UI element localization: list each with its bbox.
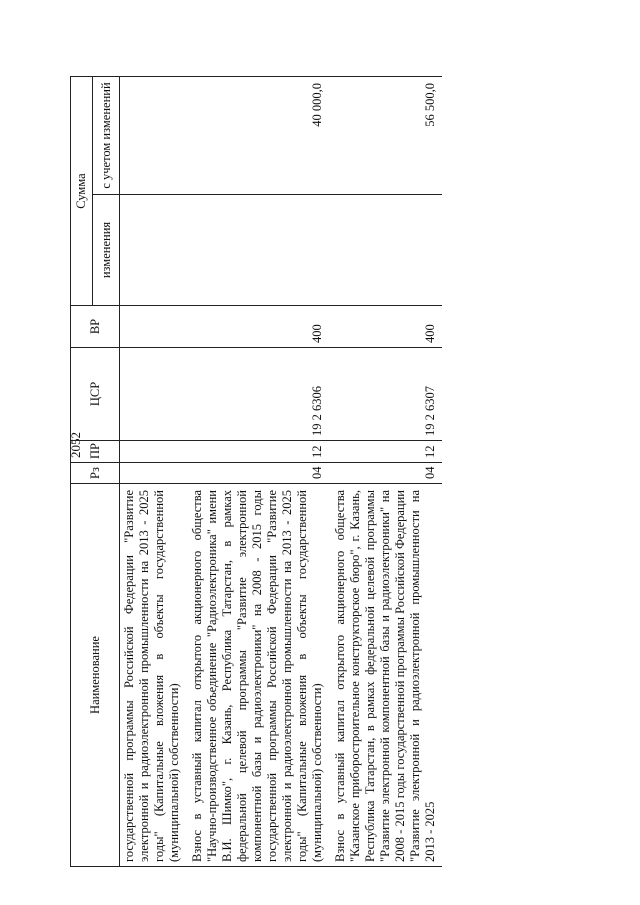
- row-name: Взнос в уставный капитал открытого акционерного общества "Казанское приборостроительное конструкторское бюро", г. Казань, Республика Татарстан, в рамках федеральной целевой программы "Развитие электронной компонентной базы и радиоэлектроники" на 2008 - 2015 годы государственной программы Российской Федерации "Развитие электронной и радиоэлектронной промышленности на 2013 - 2025: [329, 484, 442, 867]
- header-izmeneniya: изменения: [93, 195, 120, 306]
- row-s-uchetom: [120, 77, 187, 195]
- row-pr: 12: [329, 441, 442, 463]
- header-sum: Сумма: [71, 77, 93, 306]
- header-s-uchetom: с учетом изменений: [93, 77, 120, 195]
- row-s-uchetom: 56 500,0: [329, 77, 442, 195]
- header-csr: ЦСР: [71, 348, 120, 441]
- row-name: государственной программы Российской Федерации "Развитие электронной и радиоэлектронной промышленности на 2013 - 2025 годы" (Капитальные вложения в объекты государственной (муниципальной) собственности): [120, 484, 187, 867]
- header-rz: Рз: [71, 463, 120, 484]
- row-izmeneniya: [329, 195, 442, 306]
- row-csr: [120, 348, 187, 441]
- row-name: Взнос в уставный капитал открытого акционерного общества "Научно-производственное объединение "Радиоэлектроника" имени В.И. Шимко", г. Казань, Республика Татарстан, в рамках федеральной целевой программы "Развитие электронной компонентной базы и радиоэлектроники" на 2008 - 2015 годы государственной программы Российской Федерации "Развитие электронной и радиоэлектронной промышленности на 2013 - 2025 годы" (Капитальные вложения в объекты государственной (муниципальной) собственности): [186, 484, 329, 867]
- row-izmeneniya: [186, 195, 329, 306]
- table-row: [329, 77, 442, 867]
- row-vr: 400: [329, 306, 442, 348]
- row-csr: 19 2 6307: [329, 348, 442, 441]
- table-row: [120, 77, 187, 867]
- header-pr: ПР: [71, 441, 120, 463]
- row-rz: [120, 463, 187, 484]
- row-izmeneniya: [120, 195, 187, 306]
- rotated-page-content: [70, 77, 555, 867]
- row-rz: 04: [329, 463, 442, 484]
- row-rz: 04: [186, 463, 329, 484]
- row-s-uchetom: 40 000,0: [186, 77, 329, 195]
- table-row: [186, 77, 329, 867]
- header-vr: ВР: [71, 306, 120, 348]
- row-vr: 400: [186, 306, 329, 348]
- row-pr: [120, 441, 187, 463]
- budget-table: [70, 76, 442, 867]
- row-csr: 19 2 6306: [186, 348, 329, 441]
- table-header: [71, 77, 120, 867]
- header-name: Наименование: [71, 484, 120, 867]
- row-vr: [120, 306, 187, 348]
- page-number: 2052: [68, 432, 83, 458]
- row-pr: 12: [186, 441, 329, 463]
